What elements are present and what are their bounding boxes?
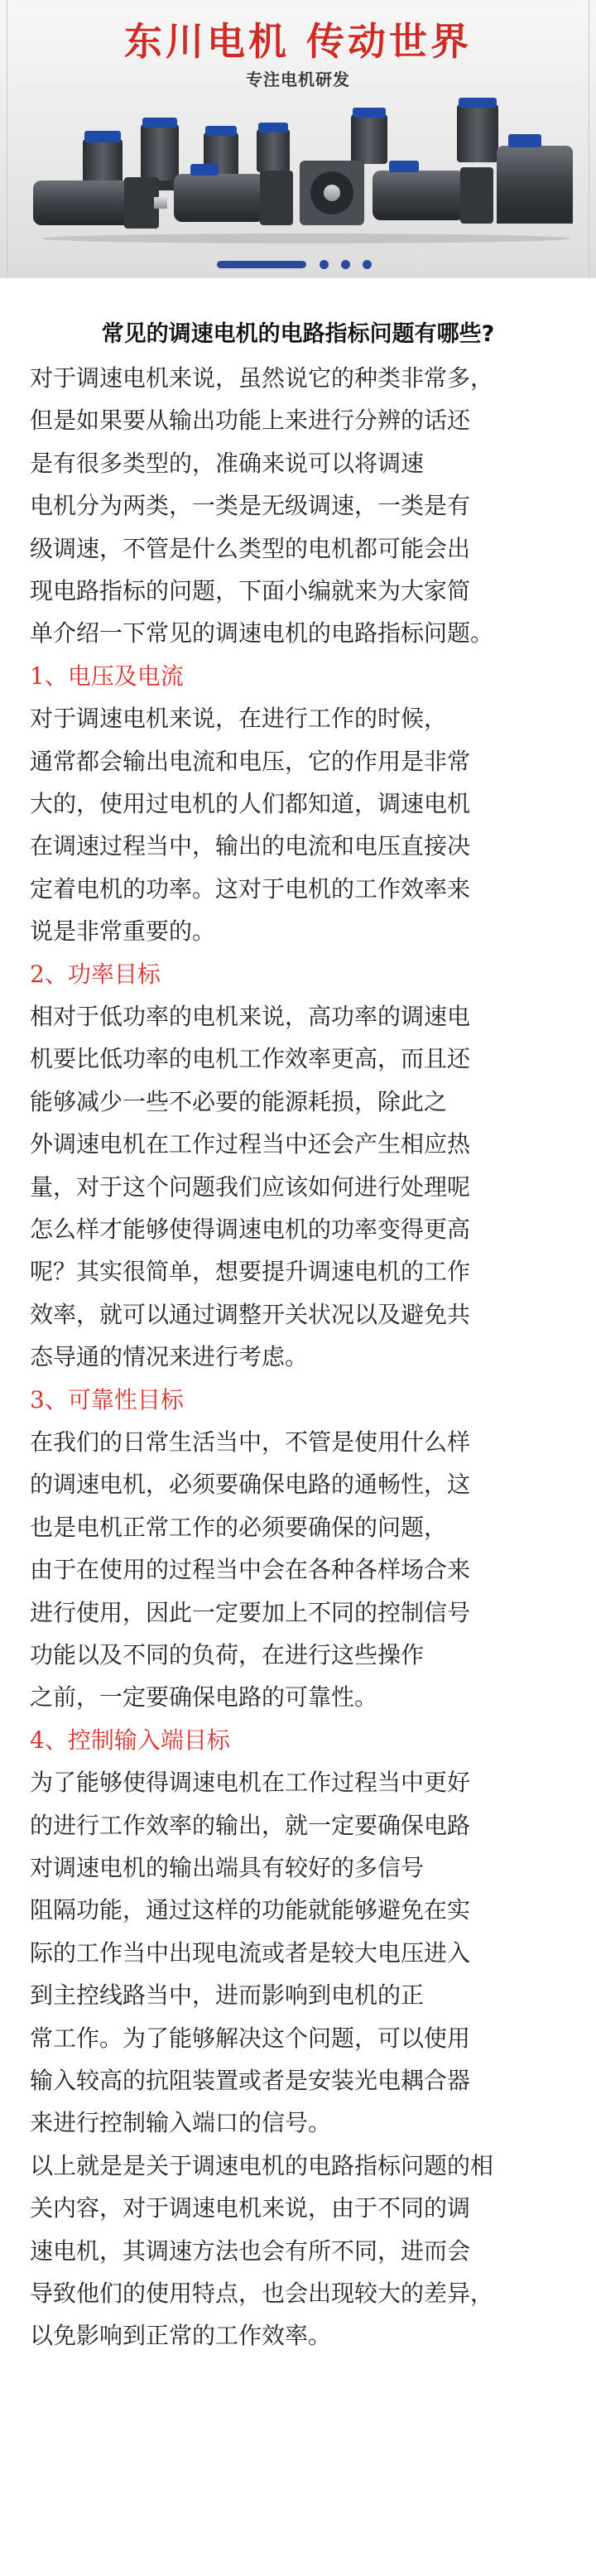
carousel-indicator[interactable] — [217, 259, 382, 271]
paragraph-line: 输入较高的抗阻装置或者是安装光电耦合器 — [30, 2067, 471, 2094]
banner-subtitle: 专注电机研发 — [246, 70, 350, 89]
motor-10 — [372, 161, 493, 224]
section-heading: 4、控制输入端目标 — [30, 1726, 230, 1754]
paragraph-line: 说是非常重要的。 — [30, 917, 216, 945]
motor-9 — [300, 161, 364, 225]
paragraph-line: 对调速电机的输出端具有较好的多信号 — [30, 1854, 425, 1881]
paragraph-line: 对于调速电机来说，虽然说它的种类非常多， — [30, 364, 494, 392]
paragraph-line: 机要比低功率的电机工作效率更高，而且还 — [30, 1045, 471, 1072]
motor-5 — [351, 108, 387, 164]
paragraph-line: 在调速过程当中，输出的电流和电压直接决 — [30, 832, 471, 859]
paragraph-line: 际的工作当中出现电流或者是较大电压进入 — [30, 1939, 471, 1967]
motor-6 — [457, 98, 498, 162]
paragraph-line: 以免影响到正常的工作效率。 — [30, 2322, 332, 2349]
carousel-active-indicator[interactable] — [217, 261, 306, 268]
paragraph-line: 的进行工作效率的输出，就一定要确保电路 — [30, 1812, 471, 1839]
paragraph-line: 级调速，不管是什么类型的电机都可能会出 — [30, 535, 471, 562]
paragraph-line: 定着电机的功率。这对于电机的工作效率来 — [30, 875, 471, 903]
banner-title: 东川电机 传动世界 — [123, 19, 472, 64]
paragraph-line: 能够减少一些不必要的能源耗损，除此之 — [30, 1088, 448, 1115]
paragraph-line: 功能以及不同的负荷，在进行这些操作 — [30, 1641, 425, 1668]
paragraph-line: 现电路指标的问题，下面小编就来为大家简 — [30, 577, 471, 604]
paragraph-line: 相对于低功率的电机来说，高功率的调速电 — [30, 1003, 471, 1030]
paragraph-line: 但是如果要从输出功能上来进行分辨的话还 — [30, 407, 471, 434]
paragraph-line: 以上就是是关于调速电机的电路指标问题的相 — [30, 2152, 494, 2179]
motor-products-image — [33, 81, 579, 243]
paragraph-line: 的调速电机，必须要确保电路的通畅性，这 — [30, 1471, 471, 1498]
paragraph-line: 导致他们的使用特点，也会出现较大的差异， — [30, 2280, 494, 2307]
hero-banner[interactable] — [0, 0, 596, 278]
section-heading: 1、电压及电流 — [30, 662, 184, 690]
paragraph-line: 关内容，对于调速电机来说，由于不同的调 — [30, 2194, 471, 2222]
paragraph-line: 大的，使用过电机的人们都知道，调速电机 — [30, 790, 471, 817]
carousel-dot[interactable] — [341, 260, 350, 269]
article-title: 常见的调速电机的电路指标问题有哪些? — [101, 321, 495, 347]
paragraph-line: 进行使用，因此一定要加上不同的控制信号 — [30, 1599, 471, 1626]
paragraph-line: 量，对于这个问题我们应该如何进行处理呢 — [30, 1173, 471, 1201]
paragraph-line: 来进行控制输入端口的信号。 — [30, 2109, 332, 2136]
paragraph-line: 电机分为两类，一类是无级调速，一类是有 — [30, 492, 471, 519]
paragraph-line: 常工作。为了能够解决这个问题，可以使用 — [30, 2025, 471, 2052]
paragraph-line: 单介绍一下常见的调速电机的电路指标问题。 — [30, 619, 494, 647]
paragraph-line: 也是电机正常工作的必须要确保的问题， — [30, 1514, 448, 1541]
paragraph-line: 态导通的情况来进行考虑。 — [30, 1343, 309, 1370]
paragraph-line: 阻隔功能，通过这样的功能就能够避免在实 — [30, 1896, 471, 1924]
paragraph-line: 通常都会输出电流和电压，它的作用是非常 — [30, 748, 471, 775]
paragraph-line: 是有很多类型的，准确来说可以将调速 — [30, 450, 425, 477]
paragraph-line: 呢？其实很简单，想要提升调速电机的工作 — [30, 1258, 471, 1285]
paragraph-line: 为了能够使得调速电机在工作过程当中更好 — [30, 1769, 471, 1796]
paragraph-line: 怎么样才能够使得调速电机的功率变得更高 — [30, 1216, 471, 1243]
paragraph-line: 外调速电机在工作过程当中还会产生相应热 — [30, 1130, 471, 1158]
paragraph-line: 对于调速电机来说，在进行工作的时候， — [30, 705, 448, 732]
paragraph-line: 之前，一定要确保电路的可靠性。 — [30, 1683, 378, 1711]
paragraph-line: 在我们的日常生活当中，不管是使用什么样 — [30, 1428, 471, 1456]
carousel-dot[interactable] — [363, 260, 372, 269]
carousel-dot[interactable] — [320, 260, 329, 269]
paragraph-line: 到主控线路当中，进而影响到电机的正 — [30, 1981, 425, 2009]
paragraph-line: 效率，就可以通过调整开关状况以及避免共 — [30, 1301, 471, 1328]
motor-7 — [33, 177, 167, 229]
motor-4 — [257, 123, 290, 172]
section-heading: 2、功率目标 — [30, 961, 161, 988]
section-heading: 3、可靠性目标 — [30, 1386, 184, 1413]
motor-11 — [497, 134, 573, 224]
paragraph-line: 速电机，其调速方法也会有所不同，进而会 — [30, 2237, 471, 2265]
paragraph-line: 由于在使用的过程当中会在各种各样场合来 — [30, 1556, 471, 1583]
